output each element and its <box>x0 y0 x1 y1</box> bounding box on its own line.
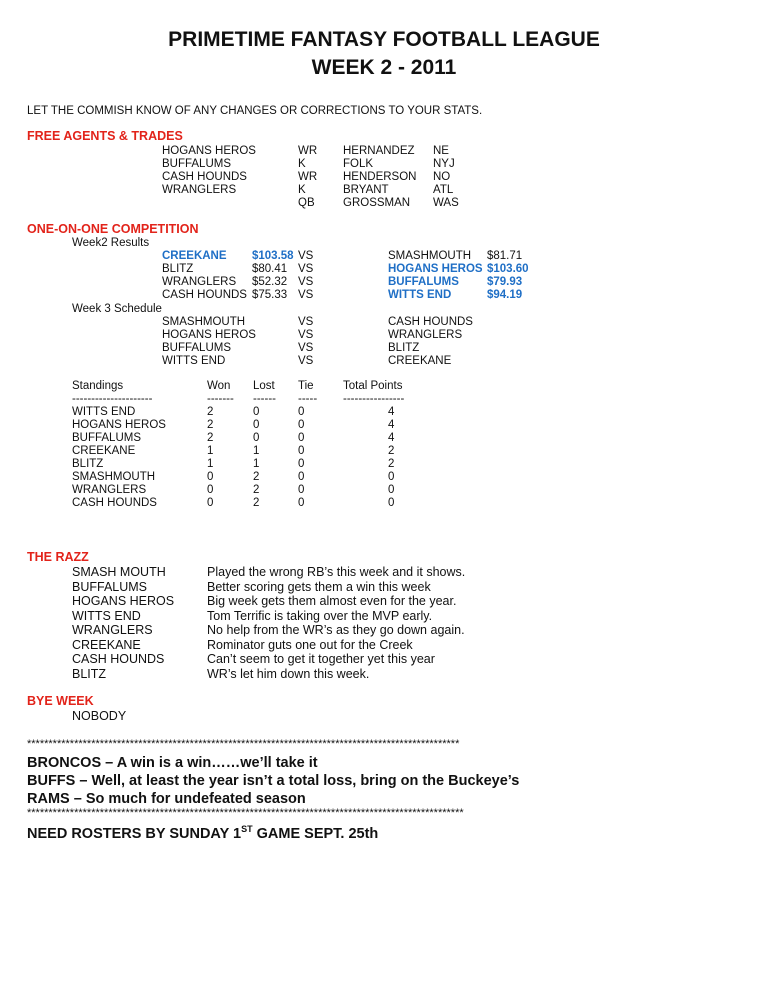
standings-dash-points: ---------------- <box>343 393 405 405</box>
free-agent-nfl-team: WAS <box>433 197 459 209</box>
standings-points: 0 <box>388 484 395 496</box>
standings-points: 4 <box>388 406 395 418</box>
result-team-home: CREEKANE <box>162 250 227 262</box>
razz-comment: WR’s let him down this week. <box>207 666 370 681</box>
standings-won: 2 <box>207 406 214 418</box>
free-agent-team: BUFFALUMS <box>162 158 232 170</box>
razz-comment: No help from the WR’s as they go down again. <box>207 623 465 637</box>
result-vs: VS <box>298 289 314 301</box>
result-team-away: BUFFALUMS <box>388 276 459 288</box>
free-agent-team: CASH HOUNDS <box>162 171 247 183</box>
standings-lost: 2 <box>253 484 260 496</box>
result-team-away: HOGANS HEROS <box>388 263 483 275</box>
page-title: PRIMETIME FANTASY FOOTBALL LEAGUE <box>168 28 600 51</box>
stars-divider-bottom: ****************************************************************************************************** <box>27 807 464 819</box>
razz-comment: Tom Terrific is taking over the MVP early. <box>207 608 433 623</box>
standings-points: 4 <box>388 432 395 444</box>
razz-team: CASH HOUNDS <box>72 652 165 666</box>
schedule-vs: VS <box>298 342 314 354</box>
schedule-team-away: CREEKANE <box>388 355 452 367</box>
standings-dash-tie: ----- <box>298 393 318 405</box>
free-agent-position: K <box>298 184 306 196</box>
schedule-team-away: CASH HOUNDS <box>388 316 473 328</box>
standings-lost: 1 <box>253 445 260 457</box>
razz-team: CREEKANE <box>72 637 141 652</box>
free-agent-nfl-team: NYJ <box>433 158 455 170</box>
standings-col-lost: Lost <box>253 380 275 392</box>
result-team-home: CASH HOUNDS <box>162 289 247 301</box>
standings-col-tie: Tie <box>298 380 314 392</box>
standings-points: 0 <box>388 471 395 483</box>
standings-team: BUFFALUMS <box>72 432 142 444</box>
note-line-1: BRONCOS – A win is a win……we’ll take it <box>27 755 318 771</box>
razz-comment: Played the wrong RB’s this week and it shows. <box>207 565 466 579</box>
standings-lost: 1 <box>253 458 260 470</box>
stars-divider-top: ***************************************************************************************************** <box>27 738 460 750</box>
free-agent-player: GROSSMAN <box>343 197 411 209</box>
standings-tie: 0 <box>298 471 305 483</box>
schedule-vs: VS <box>298 316 314 328</box>
standings-won: 2 <box>207 432 214 444</box>
free-agents-heading: FREE AGENTS & TRADES <box>27 129 183 143</box>
standings-lost: 0 <box>253 419 260 431</box>
result-vs: VS <box>298 250 314 262</box>
standings-points: 2 <box>388 445 395 457</box>
result-score-away: $79.93 <box>487 276 523 288</box>
schedule-vs: VS <box>298 329 314 341</box>
standings-dash-lost: ------ <box>253 393 276 405</box>
rosters-text-end: GAME SEPT. 25th <box>252 825 379 842</box>
standings-tie: 0 <box>298 458 305 470</box>
standings-points: 4 <box>388 419 395 431</box>
rosters-superscript: ST <box>241 824 253 834</box>
razz-team: BLITZ <box>72 666 107 681</box>
standings-tie: 0 <box>298 419 305 431</box>
result-team-home: BLITZ <box>162 263 194 275</box>
razz-comment: Big week gets them almost even for the year. <box>207 594 457 608</box>
result-score-away: $103.60 <box>487 263 529 275</box>
standings-tie: 0 <box>298 484 305 496</box>
result-team-away: SMASHMOUTH <box>388 250 472 262</box>
standings-col-points: Total Points <box>343 380 403 392</box>
free-agent-nfl-team: ATL <box>433 184 454 196</box>
standings-lost: 2 <box>253 471 260 483</box>
schedule-team-home: WITTS END <box>162 355 226 367</box>
week3-label: Week 3 Schedule <box>72 303 162 315</box>
standings-team: HOGANS HEROS <box>72 419 166 431</box>
notice-text: LET THE COMMISH KNOW OF ANY CHANGES OR CORRECTIONS TO YOUR STATS. <box>27 105 483 117</box>
free-agent-player: HERNANDEZ <box>343 145 415 157</box>
standings-points: 2 <box>388 458 395 470</box>
result-score-away: $94.19 <box>487 289 523 301</box>
standings-lost: 0 <box>253 406 260 418</box>
standings-won: 0 <box>207 484 214 496</box>
rosters-text: NEED ROSTERS BY SUNDAY 1 <box>27 825 242 842</box>
razz-comment: Better scoring gets them a win this week <box>207 579 431 594</box>
result-team-home: WRANGLERS <box>162 276 237 288</box>
standings-lost: 0 <box>253 432 260 444</box>
schedule-team-home: HOGANS HEROS <box>162 329 256 341</box>
page-subtitle: WEEK 2 - 2011 <box>311 56 457 79</box>
result-score-home: $80.41 <box>252 263 288 275</box>
standings-lost: 2 <box>253 497 260 509</box>
competition-heading: ONE-ON-ONE COMPETITION <box>27 222 199 236</box>
rosters-notice <box>27 824 378 842</box>
note-line-3: RAMS – So much for undefeated season <box>27 791 306 807</box>
result-score-away: $81.71 <box>487 250 523 262</box>
standings-won: 1 <box>207 458 214 470</box>
free-agent-nfl-team: NO <box>433 171 451 183</box>
standings-tie: 0 <box>298 432 305 444</box>
standings-team: SMASHMOUTH <box>72 471 156 483</box>
note-line-2: BUFFS – Well, at least the year isn’t a total loss, bring on the Buckeye’s <box>27 773 520 789</box>
week2-label: Week2 Results <box>72 237 150 249</box>
standings-won: 0 <box>207 471 214 483</box>
result-team-away: WITTS END <box>388 289 452 301</box>
schedule-team-home: BUFFALUMS <box>162 342 232 354</box>
schedule-team-away: WRANGLERS <box>388 329 463 341</box>
razz-team: SMASH MOUTH <box>72 565 166 579</box>
razz-comment: Rominator guts one out for the Creek <box>207 637 413 652</box>
schedule-vs: VS <box>298 355 314 367</box>
schedule-team-home: SMASHMOUTH <box>162 316 246 328</box>
free-agent-player: BRYANT <box>343 184 389 196</box>
razz-heading: THE RAZZ <box>27 550 89 564</box>
standings-dash-team: --------------------- <box>72 393 153 405</box>
standings-team: WRANGLERS <box>72 484 147 496</box>
standings-team: BLITZ <box>72 458 104 470</box>
razz-team: HOGANS HEROS <box>72 594 175 608</box>
free-agent-team: WRANGLERS <box>162 184 237 196</box>
result-vs: VS <box>298 276 314 288</box>
standings-team: CREEKANE <box>72 445 136 457</box>
standings-team: WITTS END <box>72 406 136 418</box>
result-score-home: $103.58 <box>252 250 294 262</box>
standings-team: CASH HOUNDS <box>72 497 157 509</box>
free-agent-position: K <box>298 158 306 170</box>
standings-col-won: Won <box>207 380 231 392</box>
free-agent-team: HOGANS HEROS <box>162 145 256 157</box>
standings-won: 1 <box>207 445 214 457</box>
free-agent-position: QB <box>298 197 315 209</box>
standings-tie: 0 <box>298 445 305 457</box>
standings-won: 0 <box>207 497 214 509</box>
standings-col-team: Standings <box>72 380 124 392</box>
free-agent-position: WR <box>298 171 318 183</box>
standings-tie: 0 <box>298 406 305 418</box>
standings-won: 2 <box>207 419 214 431</box>
bye-week-heading: BYE WEEK <box>27 694 94 708</box>
standings-dash-won: ------- <box>207 393 234 405</box>
schedule-team-away: BLITZ <box>388 342 420 354</box>
standings-points: 0 <box>388 497 395 509</box>
razz-team: BUFFALUMS <box>72 579 148 594</box>
razz-team: WITTS END <box>72 608 141 623</box>
free-agent-nfl-team: NE <box>433 145 449 157</box>
result-score-home: $75.33 <box>252 289 288 301</box>
result-score-home: $52.32 <box>252 276 288 288</box>
result-vs: VS <box>298 263 314 275</box>
free-agent-player: HENDERSON <box>343 171 417 183</box>
razz-comment: Can’t seem to get it together yet this year <box>207 652 435 666</box>
razz-team: WRANGLERS <box>72 623 153 637</box>
bye-week-value: NOBODY <box>72 709 127 723</box>
free-agent-position: WR <box>298 145 318 157</box>
standings-tie: 0 <box>298 497 305 509</box>
free-agent-player: FOLK <box>343 158 374 170</box>
